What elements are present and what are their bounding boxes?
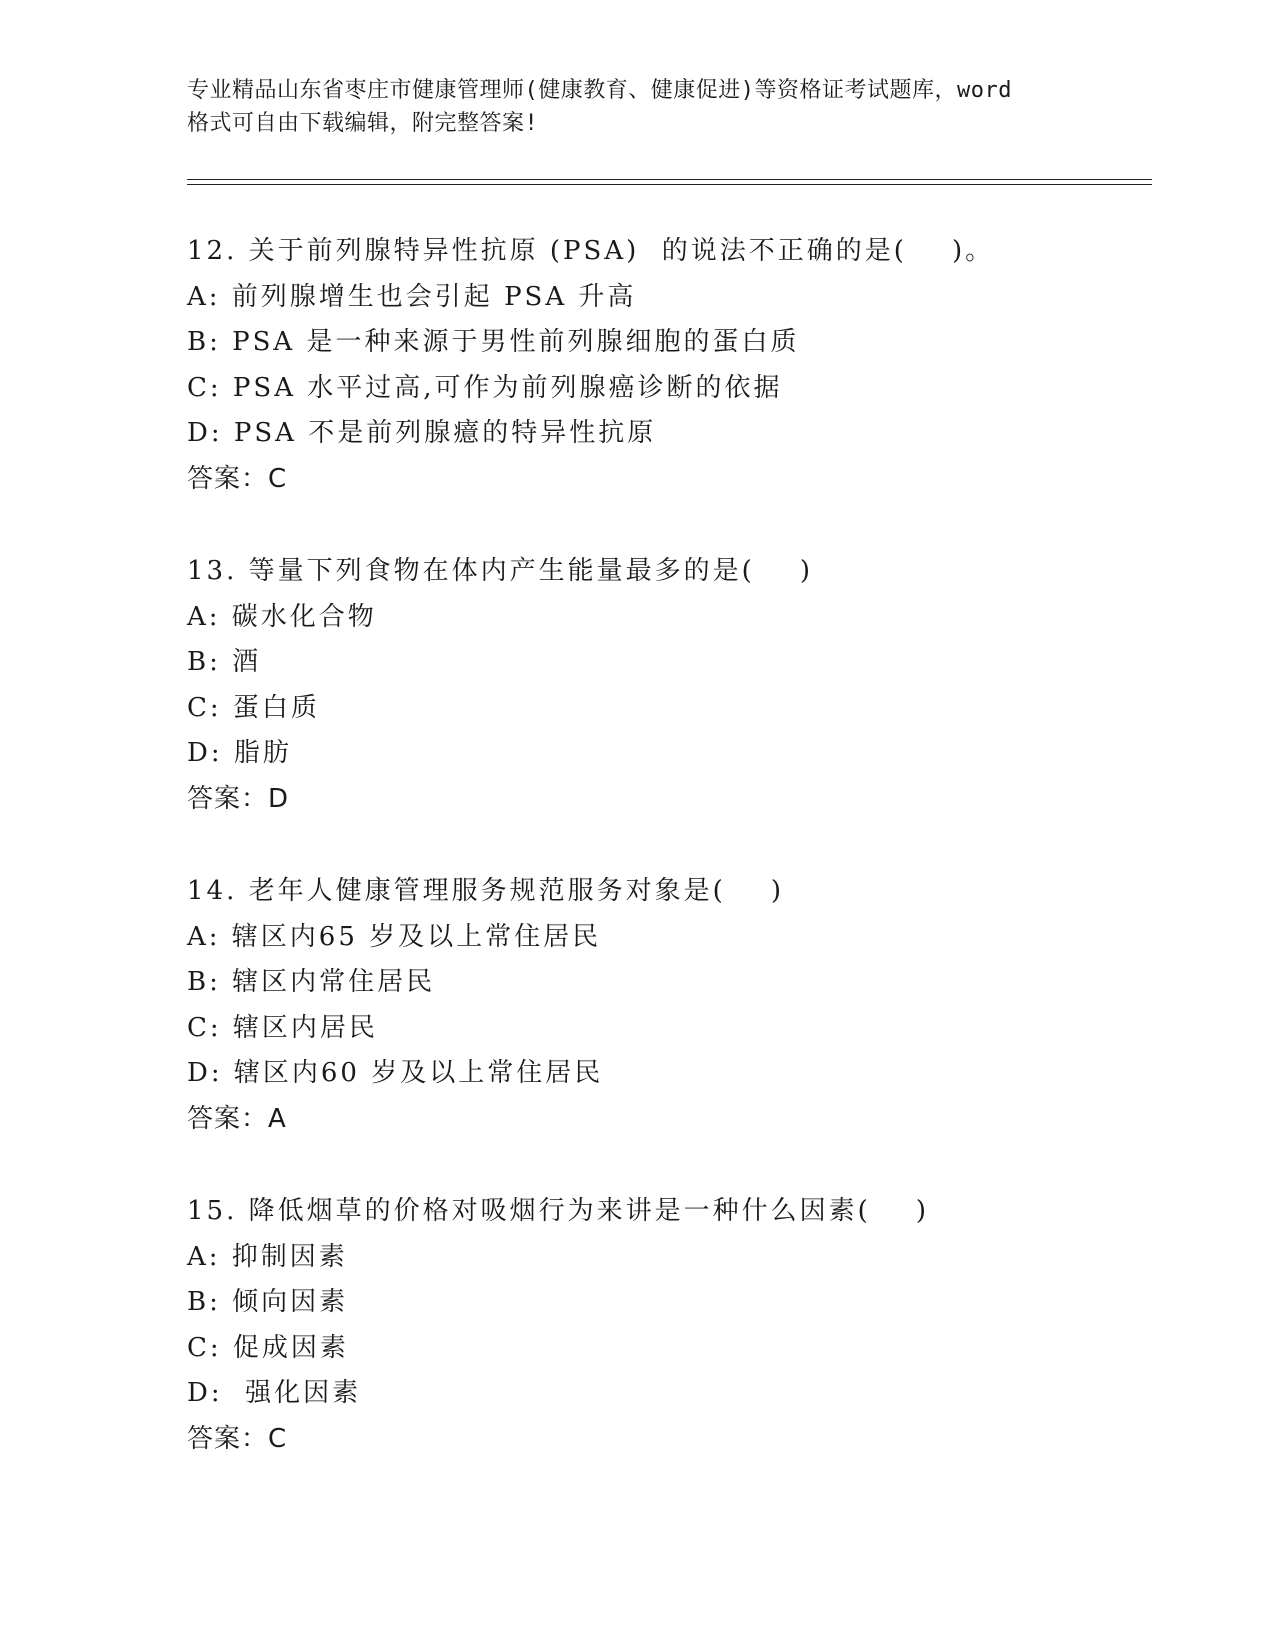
header-line-2: 格式可自由下载编辑，附完整答案! — [187, 111, 539, 136]
option-c: C: 蛋白质 — [187, 692, 320, 723]
option-d: D: 强化因素 — [187, 1378, 362, 1409]
option-d: D: PSA 不是前列腺癔的特异性抗原 — [187, 418, 657, 449]
option-a: A: 碳水化合物 — [187, 601, 377, 632]
option-d: D: 脂肪 — [187, 738, 292, 769]
option-b: B: 倾向因素 — [187, 1287, 349, 1318]
header-divider-top — [187, 179, 1152, 180]
question-stem: 12. 关于前列腺特异性抗原 (PSA) 的说法不正确的是( )。 — [187, 236, 995, 266]
question-14 — [187, 869, 1167, 1143]
question-13 — [187, 549, 1167, 823]
header-divider-bottom — [187, 184, 1152, 185]
answer: 答案：C — [187, 1423, 288, 1454]
option-c: C: PSA 水平过高,可作为前列腺癌诊断的依据 — [187, 372, 783, 403]
option-c: C: 辖区内居民 — [187, 1012, 378, 1043]
answer: 答案：D — [187, 783, 290, 814]
question-stem: 15. 降低烟草的价格对吸烟行为来讲是一种什么因素( ) — [187, 1196, 929, 1226]
document-header — [187, 74, 1087, 140]
option-a: A: 前列腺增生也会引起 PSA 升高 — [187, 281, 637, 312]
option-b: B: PSA 是一种来源于男性前列腺细胞的蛋白质 — [187, 327, 800, 358]
option-b: B: 酒 — [187, 647, 262, 678]
option-a: A: 辖区内65 岁及以上常住居民 — [187, 921, 602, 952]
option-a: A: 抑制因素 — [187, 1241, 348, 1272]
question-12 — [187, 229, 1167, 503]
question-stem: 13. 等量下列食物在体内产生能量最多的是( ) — [187, 556, 813, 586]
question-15 — [187, 1189, 1167, 1463]
question-stem: 14. 老年人健康管理服务规范服务对象是( ) — [187, 876, 784, 906]
option-d: D: 辖区内60 岁及以上常住居民 — [187, 1058, 604, 1089]
header-line-1: 专业精品山东省枣庄市健康管理师(健康教育、健康促进)等资格证考试题库，word — [187, 78, 1012, 103]
option-c: C: 促成因素 — [187, 1332, 349, 1363]
option-b: B: 辖区内常住居民 — [187, 967, 436, 998]
answer: 答案：C — [187, 463, 288, 494]
answer: 答案：A — [187, 1103, 287, 1134]
